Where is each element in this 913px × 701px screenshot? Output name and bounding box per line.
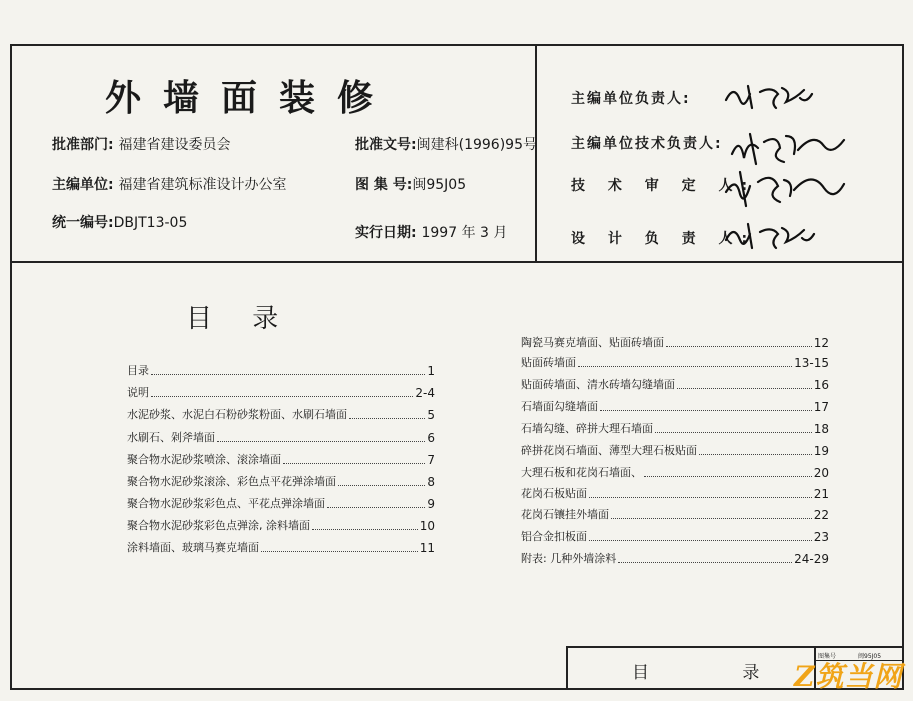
- toc-page: 2-4: [415, 386, 435, 400]
- title-block-label: 目 录: [632, 663, 804, 683]
- toc-item[interactable]: 石墙勾缝、碎拼大理石墙面 18: [521, 422, 829, 436]
- toc-item[interactable]: 贴面砖墙面 13-15: [521, 356, 829, 370]
- atlas-value: 闽95J05: [412, 177, 467, 193]
- title-block-atlas-value: 闽95J05: [858, 653, 882, 660]
- toc-item[interactable]: 涂料墙面、玻璃马赛克墙面 11: [127, 541, 435, 555]
- title-block-left-rule: [566, 646, 568, 690]
- toc-item[interactable]: 聚合物水泥砂浆彩色点弹涂, 涂料墙面 10: [127, 519, 435, 533]
- toc-page: 18: [813, 422, 829, 436]
- signature-3: [720, 166, 850, 214]
- toc-page: 10: [419, 519, 435, 533]
- toc-item[interactable]: 花岗石板贴面 21: [521, 487, 829, 501]
- page-title: 外墙面装修: [105, 78, 396, 119]
- approver-value: 福建省建设委员会: [118, 137, 231, 153]
- toc-page: 22: [813, 508, 829, 522]
- toc-item[interactable]: 大理石板和花岗石墙面、 20: [521, 466, 829, 480]
- doc-no-line: 批准文号:闽建科(1996)95号: [355, 137, 537, 153]
- toc-page: 19: [813, 444, 829, 458]
- editor-line: 主编单位: 福建省建筑标准设计办公室: [52, 177, 287, 193]
- editor-value: 福建省建筑标准设计办公室: [118, 177, 287, 193]
- code-line: 统一编号:DBJT13-05: [52, 215, 188, 231]
- date-line: 实行日期: 1997 年 3 月: [355, 225, 508, 241]
- approver-line: 批准部门: 福建省建设委员会: [52, 137, 231, 153]
- resp-chief-editor: 主编单位负责人:: [571, 91, 691, 107]
- resp-design-lead: 设 计 负 责 人:: [571, 231, 757, 247]
- header-bottom-rule: [10, 261, 904, 263]
- toc-item[interactable]: 聚合物水泥砂浆滚涂、彩色点平花弹涂墙面 8: [127, 475, 435, 489]
- code-value: DBJT13-05: [113, 215, 188, 231]
- toc-page: 11: [419, 541, 435, 555]
- toc-item[interactable]: 陶瓷马赛克墙面、贴面砖墙面 12: [521, 336, 829, 350]
- toc-page: 24-29: [794, 552, 829, 566]
- toc-page: 13-15: [794, 356, 829, 370]
- toc-item[interactable]: 目录 1: [127, 364, 435, 378]
- toc-item[interactable]: 铝合金扣板面 23: [521, 530, 829, 544]
- toc-page: 17: [813, 400, 829, 414]
- toc-item[interactable]: 花岗石镶挂外墙面 22: [521, 508, 829, 522]
- toc-item[interactable]: 说明 2-4: [127, 386, 435, 400]
- title-block-atlas-label: 图集号: [818, 653, 837, 660]
- toc-page: 16: [813, 378, 829, 392]
- atlas-line: 图 集 号:闽95J05: [355, 177, 467, 193]
- toc-page: 8: [427, 475, 435, 489]
- toc-page: 6: [427, 431, 435, 445]
- title-block-top-rule: [566, 646, 904, 648]
- watermark-logo-icon: Z: [794, 660, 816, 693]
- toc-heading: 目 录: [186, 304, 295, 334]
- toc-item[interactable]: 石墙面勾缝墙面 17: [521, 400, 829, 414]
- toc-item[interactable]: 聚合物水泥砂浆喷涂、滚涂墙面 7: [127, 453, 435, 467]
- toc-page: 12: [813, 336, 829, 350]
- toc-page: 21: [813, 487, 829, 501]
- date-value: 1997 年 3 月: [421, 225, 508, 241]
- resp-reviewer: 技 术 审 定 人:: [571, 178, 757, 194]
- toc-page: 9: [427, 497, 435, 511]
- toc-item[interactable]: 聚合物水泥砂浆彩色点、平花点弹涂墙面 9: [127, 497, 435, 511]
- toc-page: 23: [813, 530, 829, 544]
- toc-item[interactable]: 碎拼花岗石墙面、薄型大理石板贴面 19: [521, 444, 829, 458]
- doc-no-value: 闽建科(1996)95号: [416, 137, 537, 153]
- toc-page: 1: [427, 364, 435, 378]
- site-watermark: Z筑当网: [794, 660, 903, 693]
- toc-item[interactable]: 水泥砂浆、水泥白石粉砂浆粉面、水刷石墙面 5: [127, 408, 435, 422]
- toc-item[interactable]: 贴面砖墙面、清水砖墙勾缝墙面 16: [521, 378, 829, 392]
- toc-item[interactable]: 附表: 几种外墙涂料 24-29: [521, 552, 829, 566]
- toc-page: 5: [427, 408, 435, 422]
- toc-page: 7: [427, 453, 435, 467]
- toc-page: 20: [813, 466, 829, 480]
- toc-item[interactable]: 水刷石、剁斧墙面 6: [127, 431, 435, 445]
- signature-4: [720, 216, 820, 256]
- resp-technical-lead: 主编单位技术负责人:: [571, 136, 723, 152]
- signature-1: [720, 78, 820, 114]
